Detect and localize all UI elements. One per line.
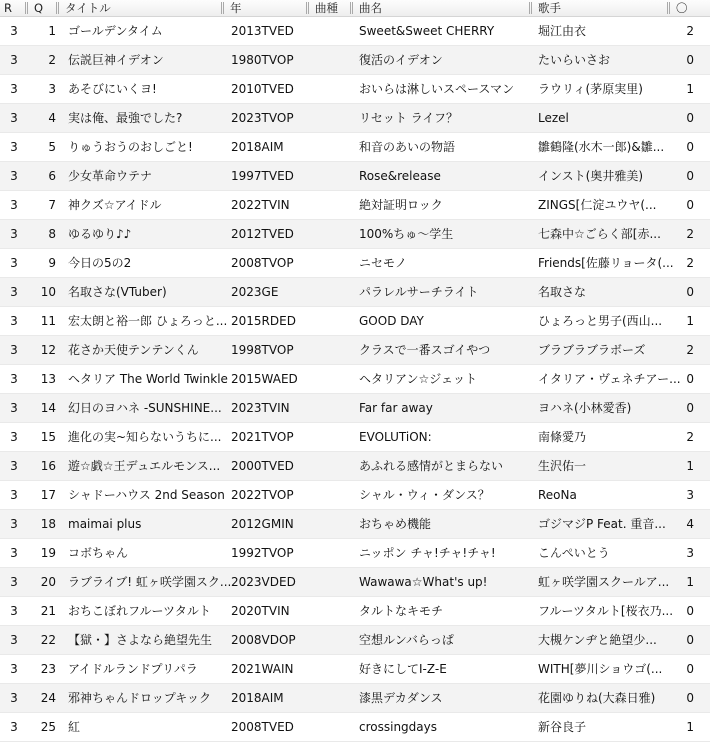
cell-q: 24 bbox=[40, 691, 56, 705]
cell-genre bbox=[312, 568, 352, 597]
cell-correct-count: 1 bbox=[686, 459, 694, 473]
column-header-bar bbox=[0, 0, 710, 17]
cell-song: Far far away bbox=[359, 401, 433, 415]
column-resize-handle[interactable] bbox=[667, 2, 670, 14]
cell-year: 2015WAED bbox=[231, 372, 298, 386]
cell-r: 3 bbox=[10, 314, 18, 328]
cell-correct-count: 1 bbox=[686, 82, 694, 96]
cell-correct-count: 1 bbox=[686, 314, 694, 328]
cell-singer: ブラブラブラボーズ bbox=[538, 343, 646, 357]
cell-year: 2018AIM bbox=[231, 691, 284, 705]
cell-correct-count: 2 bbox=[686, 256, 694, 270]
cell-genre bbox=[312, 684, 352, 713]
cell-correct-count: 3 bbox=[686, 546, 694, 560]
cell-song: シャル・ウィ・ダンス？ bbox=[359, 488, 490, 502]
column-header-year[interactable]: 年 bbox=[230, 1, 242, 15]
table-row[interactable] bbox=[0, 423, 710, 452]
cell-genre bbox=[312, 655, 352, 684]
cell-singer: 雛鶴隆(水木一郎)&雛... bbox=[538, 140, 665, 154]
column-header-q[interactable]: Q bbox=[34, 1, 44, 15]
cell-title: 邪神ちゃんドロップキック bbox=[68, 691, 212, 705]
cell-q: 25 bbox=[40, 720, 56, 734]
cell-correct-count: 0 bbox=[686, 53, 694, 67]
table-row[interactable] bbox=[0, 249, 710, 278]
cell-year: 2010TVED bbox=[231, 82, 294, 96]
cell-singer: ReoNa bbox=[538, 488, 577, 502]
cell-q: 3 bbox=[48, 82, 56, 96]
cell-title: ヘタリア The World Twinkle bbox=[68, 372, 228, 386]
cell-title: 幻日のヨハネ -SUNSHINE... bbox=[68, 401, 222, 415]
column-resize-handle[interactable] bbox=[56, 2, 59, 14]
cell-song: ニセモノ bbox=[359, 256, 407, 270]
cell-r: 3 bbox=[10, 169, 18, 183]
cell-r: 3 bbox=[10, 53, 18, 67]
cell-song: パラレルサーチライト bbox=[359, 285, 479, 299]
table-row[interactable] bbox=[0, 191, 710, 220]
cell-year: 2023TVIN bbox=[231, 401, 290, 415]
table-row[interactable] bbox=[0, 133, 710, 162]
cell-year: 2022TVOP bbox=[231, 488, 294, 502]
cell-year: 2012TVED bbox=[231, 227, 294, 241]
cell-correct-count: 2 bbox=[686, 343, 694, 357]
cell-q: 19 bbox=[40, 546, 56, 560]
column-resize-handle[interactable] bbox=[529, 2, 532, 14]
cell-q: 16 bbox=[40, 459, 56, 473]
table-row[interactable] bbox=[0, 162, 710, 191]
cell-song: 100%ちゅ～学生 bbox=[359, 227, 454, 241]
column-resize-handle[interactable] bbox=[25, 2, 28, 14]
cell-song: リセット ライフ？ bbox=[359, 111, 458, 125]
cell-q: 17 bbox=[40, 488, 56, 502]
table-row[interactable] bbox=[0, 655, 710, 684]
cell-r: 3 bbox=[10, 111, 18, 125]
cell-correct-count: 0 bbox=[686, 604, 694, 618]
cell-correct-count: 2 bbox=[686, 24, 694, 38]
table-row[interactable] bbox=[0, 539, 710, 568]
cell-song: クラスで一番スゴイやつ bbox=[359, 343, 491, 357]
cell-singer: WITH[夢川ショウゴ(... bbox=[538, 662, 663, 676]
cell-r: 3 bbox=[10, 140, 18, 154]
cell-year: 2021TVOP bbox=[231, 430, 294, 444]
cell-year: 1998TVOP bbox=[231, 343, 294, 357]
cell-genre bbox=[312, 162, 352, 191]
column-header-song[interactable]: 曲名 bbox=[359, 1, 382, 15]
column-header-genre[interactable]: 曲種 bbox=[315, 1, 338, 15]
cell-r: 3 bbox=[10, 285, 18, 299]
cell-singer: 南條愛乃 bbox=[538, 430, 587, 444]
cell-genre bbox=[312, 220, 352, 249]
cell-title: 神クズ☆アイドル bbox=[68, 198, 162, 212]
cell-song: タルトなキモチ bbox=[359, 604, 444, 618]
cell-year: 2023VDED bbox=[231, 575, 296, 589]
cell-title: おちこぼれフルーツタルト bbox=[68, 604, 211, 618]
cell-correct-count: 0 bbox=[686, 140, 694, 154]
cell-q: 20 bbox=[40, 575, 56, 589]
cell-year: 2020TVIN bbox=[231, 604, 290, 618]
table-row[interactable] bbox=[0, 336, 710, 365]
table-row[interactable] bbox=[0, 481, 710, 510]
cell-song: 好きにしてI-Z-E bbox=[359, 662, 447, 676]
cell-r: 3 bbox=[10, 459, 18, 473]
cell-singer: 新谷良子 bbox=[538, 720, 587, 734]
cell-title: アイドルランドプリパラ bbox=[68, 662, 198, 676]
table-row[interactable] bbox=[0, 597, 710, 626]
cell-singer: 堀江由衣 bbox=[538, 24, 587, 38]
cell-song: 絶対証明ロック bbox=[359, 198, 443, 212]
cell-singer: 生沢佑一 bbox=[538, 459, 587, 473]
cell-year: 2008TVED bbox=[231, 720, 294, 734]
cell-title: あそびにいくヨ! bbox=[68, 82, 157, 96]
cell-singer: フルーツタルト[桜衣乃... bbox=[538, 604, 674, 618]
cell-q: 13 bbox=[40, 372, 56, 386]
cell-r: 3 bbox=[10, 488, 18, 502]
cell-q: 22 bbox=[40, 633, 56, 647]
table-row[interactable] bbox=[0, 452, 710, 481]
table-row[interactable] bbox=[0, 17, 710, 46]
cell-singer: ゴジマジP Feat. 重音... bbox=[538, 517, 666, 531]
cell-singer: イタリア・ヴェネチアー... bbox=[538, 372, 681, 386]
cell-genre bbox=[312, 365, 352, 394]
cell-title: maimai plus bbox=[68, 517, 142, 531]
cell-title: コボちゃん bbox=[68, 546, 129, 560]
cell-q: 21 bbox=[40, 604, 56, 618]
cell-title: 伝説巨神イデオン bbox=[68, 53, 164, 67]
cell-correct-count: 0 bbox=[686, 285, 694, 299]
cell-singer: インスト(奥井雅美) bbox=[538, 169, 644, 183]
cell-r: 3 bbox=[10, 720, 18, 734]
cell-song: 復活のイデオン bbox=[359, 53, 443, 67]
cell-q: 1 bbox=[48, 24, 56, 38]
table-row[interactable] bbox=[0, 626, 710, 655]
cell-title: ラブライブ! 虹ヶ咲学園スク... bbox=[68, 575, 232, 589]
cell-genre bbox=[312, 46, 352, 75]
table-row[interactable] bbox=[0, 46, 710, 75]
cell-r: 3 bbox=[10, 82, 18, 96]
table-row[interactable] bbox=[0, 365, 710, 394]
cell-r: 3 bbox=[10, 24, 18, 38]
table-row[interactable] bbox=[0, 278, 710, 307]
cell-genre bbox=[312, 713, 352, 742]
cell-song: 漆黒デカダンス bbox=[359, 691, 443, 705]
cell-correct-count: 2 bbox=[686, 227, 694, 241]
cell-title: 紅 bbox=[68, 720, 81, 734]
cell-r: 3 bbox=[10, 662, 18, 676]
table-row[interactable] bbox=[0, 394, 710, 423]
cell-genre bbox=[312, 626, 352, 655]
cell-q: 5 bbox=[48, 140, 56, 154]
cell-title: ゆるゆり♪♪ bbox=[68, 227, 132, 241]
column-resize-handle[interactable] bbox=[350, 2, 353, 14]
cell-song: ヘタリアン☆ジェット bbox=[359, 372, 478, 386]
cell-correct-count: 4 bbox=[686, 517, 694, 531]
cell-singer: 花園ゆりね(大森日雅) bbox=[538, 691, 656, 705]
cell-genre bbox=[312, 75, 352, 104]
table-row[interactable] bbox=[0, 220, 710, 249]
cell-year: 2008TVOP bbox=[231, 256, 294, 270]
cell-correct-count: 1 bbox=[686, 720, 694, 734]
cell-correct-count: 0 bbox=[686, 401, 694, 415]
cell-song: EVOLUTiON: bbox=[359, 430, 432, 444]
cell-correct-count: 0 bbox=[686, 169, 694, 183]
cell-song: おちゃめ機能 bbox=[359, 517, 432, 531]
cell-title: 少女革命ウテナ bbox=[68, 169, 153, 183]
cell-song: Rose&release bbox=[359, 169, 441, 183]
cell-genre bbox=[312, 336, 352, 365]
table-row[interactable] bbox=[0, 75, 710, 104]
cell-r: 3 bbox=[10, 575, 18, 589]
table-row[interactable] bbox=[0, 104, 710, 133]
cell-r: 3 bbox=[10, 633, 18, 647]
cell-r: 3 bbox=[10, 343, 18, 357]
table-row[interactable] bbox=[0, 510, 710, 539]
cell-year: 1980TVOP bbox=[231, 53, 294, 67]
cell-singer: 虹ヶ咲学園スクールア... bbox=[538, 575, 670, 589]
cell-song: 空想ルンバらっぱ bbox=[359, 633, 454, 647]
cell-genre bbox=[312, 597, 352, 626]
cell-correct-count: 3 bbox=[686, 488, 694, 502]
cell-genre bbox=[312, 307, 352, 336]
cell-genre bbox=[312, 191, 352, 220]
column-resize-handle[interactable] bbox=[221, 2, 224, 14]
cell-correct-count: 2 bbox=[686, 430, 694, 444]
cell-q: 7 bbox=[48, 198, 56, 212]
cell-song: あふれる感情がとまらない bbox=[359, 459, 504, 473]
cell-correct-count: 0 bbox=[686, 691, 694, 705]
cell-song: ニッポン チャ!チャ!チャ! bbox=[359, 546, 496, 560]
cell-r: 3 bbox=[10, 546, 18, 560]
cell-song: Sweet&Sweet CHERRY bbox=[359, 24, 495, 38]
cell-r: 3 bbox=[10, 256, 18, 270]
cell-year: 1992TVOP bbox=[231, 546, 294, 560]
column-header-r[interactable]: R bbox=[4, 1, 12, 15]
table-row[interactable] bbox=[0, 713, 710, 742]
cell-title: 遊☆戯☆王デュエルモンス... bbox=[68, 459, 221, 473]
cell-singer: ひょろっと男子(西山... bbox=[538, 314, 663, 328]
cell-song: おいらは淋しいスペースマン bbox=[359, 82, 515, 96]
cell-q: 8 bbox=[48, 227, 56, 241]
cell-title: 花さか天使テンテンくん bbox=[68, 343, 199, 357]
cell-q: 23 bbox=[40, 662, 56, 676]
cell-correct-count: 0 bbox=[686, 662, 694, 676]
cell-year: 2018AIM bbox=[231, 140, 284, 154]
cell-r: 3 bbox=[10, 430, 18, 444]
cell-r: 3 bbox=[10, 372, 18, 386]
cell-r: 3 bbox=[10, 401, 18, 415]
cell-singer: 七森中☆ごらく部[赤... bbox=[538, 227, 661, 241]
cell-genre bbox=[312, 510, 352, 539]
cell-correct-count: 0 bbox=[686, 633, 694, 647]
cell-year: 1997TVED bbox=[231, 169, 294, 183]
cell-genre bbox=[312, 278, 352, 307]
cell-title: ゴールデンタイム bbox=[68, 24, 163, 38]
cell-q: 2 bbox=[48, 53, 56, 67]
cell-title: 宏太朗と裕一郎 ひょろっと... bbox=[68, 314, 228, 328]
table-row[interactable] bbox=[0, 684, 710, 713]
cell-r: 3 bbox=[10, 517, 18, 531]
cell-singer: ヨハネ(小林愛香) bbox=[538, 401, 632, 415]
cell-singer: 名取さな bbox=[538, 285, 587, 299]
cell-q: 11 bbox=[40, 314, 56, 328]
cell-genre bbox=[312, 104, 352, 133]
cell-correct-count: 0 bbox=[686, 111, 694, 125]
cell-q: 12 bbox=[40, 343, 56, 357]
cell-singer: Lezel bbox=[538, 111, 569, 125]
column-header-correct-count[interactable]: 〇 bbox=[676, 1, 688, 15]
cell-r: 3 bbox=[10, 604, 18, 618]
cell-singer: こんぺいとう bbox=[538, 546, 610, 560]
cell-q: 14 bbox=[40, 401, 56, 415]
cell-genre bbox=[312, 249, 352, 278]
cell-r: 3 bbox=[10, 227, 18, 241]
cell-genre bbox=[312, 423, 352, 452]
column-resize-handle[interactable] bbox=[306, 2, 309, 14]
cell-singer: Friends[佐藤リョータ(... bbox=[538, 256, 674, 270]
cell-year: 2021WAIN bbox=[231, 662, 294, 676]
cell-singer: ラウリィ(茅原実里) bbox=[538, 82, 643, 96]
column-header-singer[interactable]: 歌手 bbox=[538, 1, 561, 15]
cell-song: GOOD DAY bbox=[359, 314, 424, 328]
cell-genre bbox=[312, 481, 352, 510]
cell-title: 進化の実~知らないうちに... bbox=[68, 430, 222, 444]
cell-title: 今日の5の2 bbox=[68, 256, 132, 270]
cell-q: 15 bbox=[40, 430, 56, 444]
cell-year: 2012GMIN bbox=[231, 517, 294, 531]
cell-song: 和音のあいの物語 bbox=[359, 140, 456, 154]
cell-correct-count: 0 bbox=[686, 372, 694, 386]
table-row[interactable] bbox=[0, 568, 710, 597]
cell-year: 2000TVED bbox=[231, 459, 294, 473]
cell-title: りゅうおうのおしごと! bbox=[68, 140, 193, 154]
cell-year: 2023TVOP bbox=[231, 111, 294, 125]
cell-year: 2023GE bbox=[231, 285, 279, 299]
cell-q: 9 bbox=[48, 256, 56, 270]
cell-singer: 大槻ケンヂと絶望少... bbox=[538, 633, 657, 647]
cell-genre bbox=[312, 394, 352, 423]
cell-year: 2015RDED bbox=[231, 314, 296, 328]
cell-singer: たいらいさお bbox=[538, 53, 611, 67]
cell-genre bbox=[312, 133, 352, 162]
cell-song: Wawawa☆What's up! bbox=[359, 575, 488, 589]
cell-genre bbox=[312, 17, 352, 46]
cell-q: 10 bbox=[40, 285, 56, 299]
cell-genre bbox=[312, 452, 352, 481]
cell-title: 実は俺、最強でした? bbox=[68, 111, 183, 125]
cell-r: 3 bbox=[10, 198, 18, 212]
cell-correct-count: 0 bbox=[686, 198, 694, 212]
cell-song: crossingdays bbox=[359, 720, 437, 734]
cell-year: 2013TVED bbox=[231, 24, 294, 38]
cell-singer: ZINGS[仁淀ユウヤ(... bbox=[538, 198, 657, 212]
cell-title: 【獄・】さよなら絶望先生 bbox=[68, 633, 213, 647]
cell-title: シャドーハウス 2nd Season bbox=[68, 488, 225, 502]
cell-title: 名取さな(VTuber) bbox=[68, 285, 167, 299]
cell-q: 6 bbox=[48, 169, 56, 183]
column-header-title[interactable]: タイトル bbox=[65, 1, 111, 15]
cell-year: 2022TVIN bbox=[231, 198, 290, 212]
cell-q: 4 bbox=[48, 111, 56, 125]
cell-genre bbox=[312, 539, 352, 568]
cell-correct-count: 1 bbox=[686, 575, 694, 589]
cell-year: 2008VDOP bbox=[231, 633, 296, 647]
cell-q: 18 bbox=[40, 517, 56, 531]
table-row[interactable] bbox=[0, 307, 710, 336]
cell-r: 3 bbox=[10, 691, 18, 705]
